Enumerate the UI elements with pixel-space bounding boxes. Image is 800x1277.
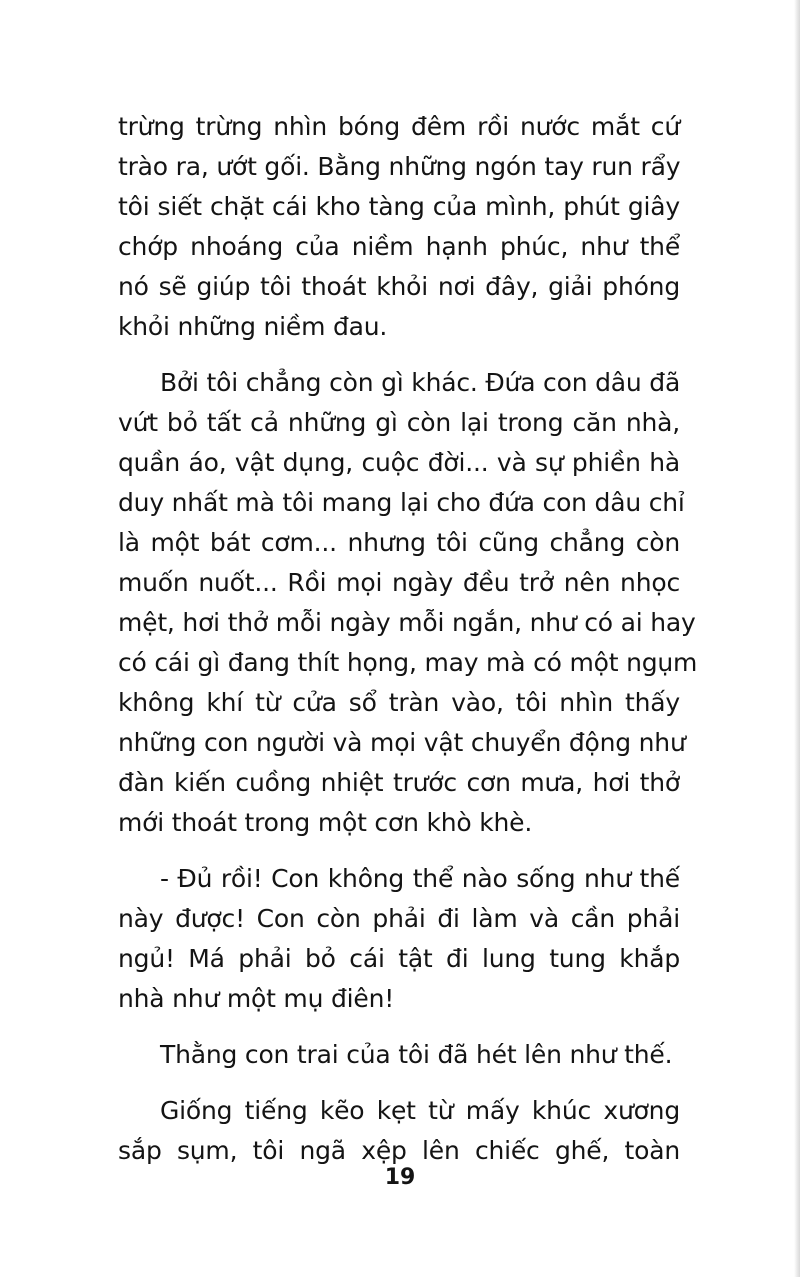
text-line: nó sẽ giúp tôi thoát khỏi nơi đây, giải phóng	[118, 272, 680, 301]
paragraph	[118, 859, 680, 1019]
text-line: Bởi tôi chẳng còn gì khác. Đứa con dâu đã	[160, 368, 681, 397]
text-line: mới thoát trong một cơn khò khè.	[118, 808, 533, 837]
text-line: trừng trừng nhìn bóng đêm rồi nước mắt cứ	[118, 112, 680, 141]
text-line: là một bát cơm... nhưng tôi cũng chẳng còn	[118, 528, 680, 557]
text-line: ngủ! Má phải bỏ cái tật đi lung tung khắp	[118, 944, 680, 973]
text-line: Giống tiếng kẽo kẹt từ mấy khúc xương	[160, 1096, 680, 1125]
text-line: đàn kiến cuồng nhiệt trước cơn mưa, hơi thở	[118, 768, 680, 797]
text-line: không khí từ cửa sổ tràn vào, tôi nhìn thấy	[118, 688, 680, 717]
text-line: duy nhất mà tôi mang lại cho đứa con dâu chỉ	[118, 488, 685, 517]
text-line: chớp nhoáng của niềm hạnh phúc, như thể	[118, 232, 680, 261]
paragraph	[118, 363, 698, 843]
page-body	[118, 107, 698, 1187]
text-line: này được! Con còn phải đi làm và cần phải	[118, 904, 680, 933]
text-line: mệt, hơi thở mỗi ngày mỗi ngắn, như có ai hay	[118, 608, 696, 637]
page-number: 19	[384, 1165, 416, 1190]
text-line: muốn nuốt... Rồi mọi ngày đều trở nên nhọc	[118, 568, 680, 597]
text-line: những con người và mọi vật chuyển động như	[118, 728, 686, 757]
text-line: quần áo, vật dụng, cuộc đời... và sự phiền hà	[118, 448, 680, 477]
text-line: trào ra, ướt gối. Bằng những ngón tay run rẩy	[118, 152, 681, 181]
text-line: Thằng con trai của tôi đã hét lên như thế.	[160, 1040, 673, 1069]
text-line: sắp sụm, tôi ngã xệp lên chiếc ghế, toàn	[118, 1136, 680, 1165]
page-edge-shadow	[794, 0, 800, 1277]
paragraph	[118, 1091, 680, 1171]
text-line: nhà như một mụ điên!	[118, 984, 395, 1013]
text-line: khỏi những niềm đau.	[118, 312, 388, 341]
text-line: vứt bỏ tất cả những gì còn lại trong căn nhà,	[118, 408, 680, 437]
text-line: - Đủ rồi! Con không thể nào sống như thế	[160, 864, 680, 893]
text-line: tôi siết chặt cái kho tàng của mình, phút giây	[118, 192, 680, 221]
paragraph	[118, 107, 680, 347]
text-line: có cái gì đang thít họng, may mà có một ngụm	[118, 648, 698, 677]
paragraph	[118, 1035, 680, 1075]
